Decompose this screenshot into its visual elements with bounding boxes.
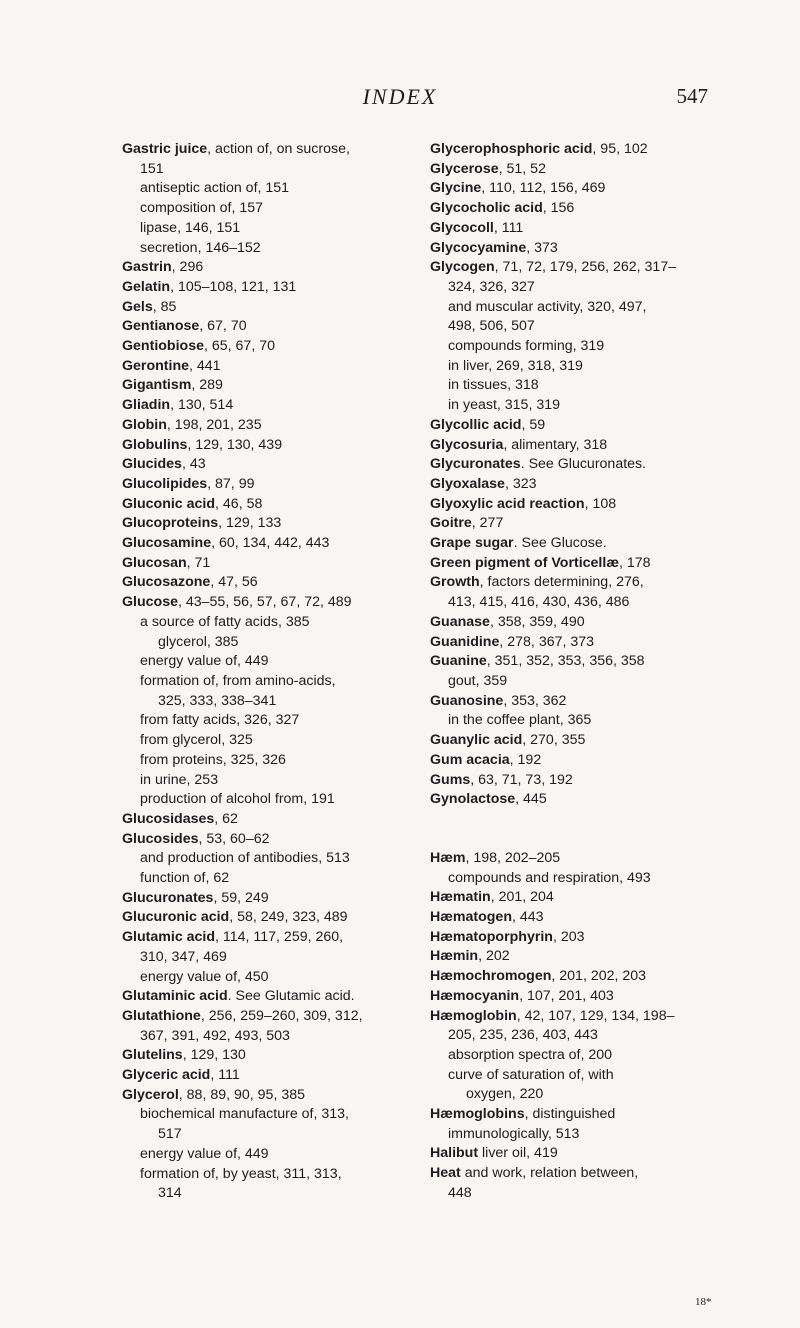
- index-entry: [122, 908, 422, 928]
- index-term: Gels: [122, 298, 153, 315]
- index-subentry: in tissues, 318: [448, 377, 539, 394]
- index-refs: liver oil, 419: [478, 1145, 558, 1162]
- index-refs: , 108: [584, 495, 617, 512]
- index-refs: , 278, 367, 373: [499, 633, 595, 650]
- index-refs: , 277: [471, 515, 504, 532]
- index-subentry: function of, 62: [140, 870, 230, 887]
- index-term: Halibut: [430, 1145, 479, 1162]
- index-term: Gum acacia: [430, 751, 510, 768]
- signature-mark: 18*: [695, 1296, 712, 1308]
- section-gap: [430, 810, 730, 849]
- index-term: Glycollic acid: [430, 416, 522, 433]
- index-term: Hæmoglobins: [430, 1106, 525, 1123]
- index-term: Glutathione: [122, 1007, 201, 1024]
- index-entry: [122, 810, 422, 830]
- index-subentry: gout, 359: [448, 672, 508, 689]
- index-entry: [122, 278, 422, 298]
- index-term: Gerontine: [122, 357, 190, 374]
- index-entry: [122, 889, 422, 909]
- index-refs: , 67, 70: [199, 318, 247, 335]
- index-subentry: from proteins, 325, 326: [140, 751, 286, 768]
- index-entry: [430, 1144, 730, 1164]
- index-entry: [122, 1086, 422, 1106]
- index-term: Glyoxalase: [430, 475, 505, 492]
- index-subentry: biochemical manufacture of, 313,: [140, 1106, 349, 1123]
- index-refs: , 445: [515, 791, 547, 808]
- index-subentry: in liver, 269, 318, 319: [448, 357, 583, 374]
- index-term: Gastric juice: [122, 141, 208, 157]
- index-term: Globulins: [122, 436, 188, 453]
- index-entry: [122, 573, 422, 593]
- index-subentry: antiseptic action of, 151: [140, 180, 290, 197]
- index-entry: [430, 849, 730, 869]
- index-entry: [430, 416, 730, 436]
- index-refs: , 95, 102: [592, 141, 648, 157]
- index-subentry: energy value of, 450: [140, 968, 269, 985]
- index-term: Grape sugar: [430, 535, 514, 552]
- index-refs: , 110, 112, 156, 469: [481, 180, 606, 197]
- index-entry: [122, 317, 422, 337]
- index-entry: [430, 199, 730, 219]
- index-entry: [430, 554, 730, 574]
- index-refs: , 201, 202, 203: [551, 968, 647, 985]
- index-refs: , 42, 107, 129, 134, 198–: [516, 1007, 675, 1024]
- index-term: Glycerose: [430, 160, 499, 177]
- index-entry: [430, 928, 730, 948]
- index-refs: , 111: [210, 1067, 240, 1084]
- index-entry: [430, 1164, 730, 1184]
- index-entry: [122, 928, 422, 948]
- index-term: Glutamic acid: [122, 929, 216, 946]
- index-term: Glucuronic acid: [122, 909, 230, 926]
- index-entry: [430, 1105, 730, 1125]
- index-refs: , 353, 362: [503, 692, 567, 709]
- index-entry: [122, 593, 422, 613]
- index-refs: , 43: [181, 456, 206, 473]
- index-refs: , 58, 249, 323, 489: [229, 909, 348, 926]
- index-entry: [430, 790, 730, 810]
- index-subentry: formation of, from amino-acids,: [140, 672, 336, 689]
- index-term: Gentiobiose: [122, 338, 204, 355]
- index-refs: , 129, 130: [182, 1047, 246, 1064]
- index-continuation: 324, 326, 327: [448, 278, 535, 295]
- index-subentry: secretion, 146–152: [140, 239, 261, 256]
- index-term: Hæmin: [430, 948, 479, 965]
- index-term: Glutaminic acid: [122, 988, 228, 1005]
- index-refs: , 60, 134, 442, 443: [211, 535, 330, 552]
- index-term: Green pigment of Vorticellæ: [430, 554, 619, 571]
- index-subentry: curve of saturation of, with: [448, 1066, 614, 1083]
- index-entry: [122, 830, 422, 850]
- index-refs: , 85: [152, 298, 177, 315]
- index-term: Glycuronates: [430, 456, 521, 473]
- index-refs: , 192: [509, 751, 542, 768]
- index-entry: [430, 731, 730, 751]
- index-term: Hæmatogen: [430, 909, 512, 926]
- index-entry: [122, 1046, 422, 1066]
- index-refs: , 71: [186, 554, 211, 571]
- index-entry: [122, 554, 422, 574]
- index-term: Goitre: [430, 515, 472, 532]
- index-subentry: from glycerol, 325: [140, 732, 253, 749]
- index-subentry: lipase, 146, 151: [140, 219, 241, 236]
- index-term: Glycine: [430, 180, 482, 197]
- index-refs: , alimentary, 318: [503, 436, 608, 453]
- index-term: Hæm: [430, 849, 466, 866]
- index-entry: [430, 475, 730, 495]
- index-refs: , 443: [511, 909, 544, 926]
- index-refs: , 88, 89, 90, 95, 385: [178, 1086, 305, 1103]
- index-refs: , distinguished: [524, 1106, 616, 1123]
- index-term: Glucosidases: [122, 810, 215, 827]
- index-term: Glycogen: [430, 259, 495, 276]
- index-term: Gentianose: [122, 318, 200, 335]
- index-continuation: oxygen, 220: [466, 1086, 544, 1103]
- index-entry: [122, 514, 422, 534]
- index-entry: [430, 573, 730, 593]
- index-refs: , factors determining, 276,: [479, 574, 644, 591]
- index-entry: [430, 239, 730, 259]
- index-term: Glucides: [122, 456, 182, 473]
- index-column-left: [122, 140, 422, 1204]
- index-term: Glycosuria: [430, 436, 504, 453]
- index-term: Gums: [430, 771, 471, 788]
- index-subentry: in urine, 253: [140, 771, 219, 788]
- index-refs: , 59: [521, 416, 546, 433]
- index-entry: [122, 455, 422, 475]
- index-entry: [122, 357, 422, 377]
- index-term: Glyoxylic acid reaction: [430, 495, 585, 512]
- index-entry: [122, 987, 422, 1007]
- index-term: Guanosine: [430, 692, 504, 709]
- index-subentry: production of alcohol from, 191: [140, 791, 335, 808]
- index-refs: , 47, 56: [210, 574, 258, 591]
- index-entry: [430, 1007, 730, 1027]
- index-entry: [430, 613, 730, 633]
- index-term: Glucose: [122, 594, 178, 611]
- index-entry: [430, 633, 730, 653]
- index-refs: , 43–55, 56, 57, 67, 72, 489: [177, 594, 352, 611]
- index-refs: , 114, 117, 259, 260,: [215, 929, 344, 946]
- index-subentry: compounds forming, 319: [448, 338, 605, 355]
- index-term: Hæmatoporphyrin: [430, 928, 553, 945]
- index-term: Glycocholic acid: [430, 200, 543, 217]
- index-refs: , 111: [493, 219, 524, 236]
- index-subentry: formation of, by yeast, 311, 313,: [140, 1165, 342, 1182]
- index-refs: . See Glucose.: [513, 535, 607, 552]
- index-refs: , 441: [189, 357, 221, 374]
- index-entry: [430, 514, 730, 534]
- index-refs: , 59, 249: [213, 889, 269, 906]
- index-entry: [430, 179, 730, 199]
- index-refs: . See Glucuronates.: [520, 456, 647, 473]
- index-refs: , 256, 259–260, 309, 312,: [200, 1007, 363, 1024]
- index-term: Gastrin: [122, 259, 172, 276]
- index-entry: [122, 298, 422, 318]
- index-column-right: [430, 140, 730, 1204]
- index-refs: , action of, on sucrose,: [207, 141, 350, 157]
- index-refs: , 65, 67, 70: [203, 338, 275, 355]
- index-term: Glucosides: [122, 830, 199, 847]
- index-term: Hæmoglobin: [430, 1007, 517, 1024]
- index-subentry: a source of fatty acids, 385: [140, 613, 310, 630]
- index-entry: [430, 534, 730, 554]
- index-term: Gynolactose: [430, 791, 516, 808]
- index-continuation: 448: [448, 1184, 472, 1201]
- index-term: Glyceric acid: [122, 1067, 211, 1084]
- index-term: Hæmochromogen: [430, 968, 552, 985]
- index-subentry: in the coffee plant, 365: [448, 712, 592, 729]
- index-entry: [430, 908, 730, 928]
- index-entry: [430, 258, 730, 278]
- index-continuation: 413, 415, 416, 430, 436, 486: [448, 594, 630, 611]
- index-term: Gluconic acid: [122, 495, 216, 512]
- index-term: Glycocoll: [430, 219, 494, 236]
- index-term: Globin: [122, 416, 167, 433]
- index-refs: , 51, 52: [498, 160, 546, 177]
- index-subentry: in yeast, 315, 319: [448, 397, 561, 414]
- index-term: Guanylic acid: [430, 732, 523, 749]
- index-entry: [430, 967, 730, 987]
- index-subentry: and production of antibodies, 513: [140, 850, 350, 867]
- index-refs: , 105–108, 121, 131: [170, 278, 297, 295]
- index-entry: [430, 140, 730, 160]
- index-continuation: 367, 391, 492, 493, 503: [140, 1027, 290, 1044]
- index-continuation: 517: [158, 1126, 182, 1143]
- index-refs: , 130, 514: [170, 397, 234, 414]
- index-term: Glucosamine: [122, 535, 212, 552]
- index-entry: [122, 396, 422, 416]
- index-entry: [122, 1007, 422, 1027]
- index-subentry: composition of, 157: [140, 200, 264, 217]
- index-entry: [122, 140, 422, 160]
- index-entry: [122, 376, 422, 396]
- index-continuation: 205, 235, 236, 403, 443: [448, 1027, 598, 1044]
- index-continuation: 325, 333, 338–341: [158, 692, 277, 709]
- index-continuation: 314: [158, 1185, 182, 1202]
- index-refs: , 202: [478, 948, 510, 965]
- index-entry: [430, 888, 730, 908]
- index-refs: , 203: [552, 928, 585, 945]
- index-term: Guanine: [430, 653, 487, 670]
- index-refs: , 289: [191, 377, 223, 394]
- index-continuation: 310, 347, 469: [140, 948, 227, 965]
- index-entry: [122, 416, 422, 436]
- page-number: 547: [676, 84, 708, 108]
- index-refs: , 129, 130, 439: [187, 436, 283, 453]
- index-term: Glucuronates: [122, 889, 214, 906]
- index-term: Hæmatin: [430, 889, 491, 906]
- index-subentry: from fatty acids, 326, 327: [140, 712, 300, 729]
- index-refs: , 156: [542, 200, 575, 217]
- index-refs: and work, relation between,: [460, 1165, 639, 1182]
- index-refs: , 198, 201, 235: [166, 416, 262, 433]
- index-refs: , 53, 60–62: [198, 830, 270, 847]
- index-continuation: 498, 506, 507: [448, 318, 535, 335]
- index-refs: , 358, 359, 490: [489, 613, 585, 630]
- index-continuation: glycerol, 385: [158, 633, 239, 650]
- index-entry: [122, 475, 422, 495]
- index-term: Hæmocyanin: [430, 987, 520, 1004]
- page-title: INDEX: [362, 84, 438, 109]
- index-subentry: energy value of, 449: [140, 653, 269, 670]
- index-term: Guanidine: [430, 633, 500, 650]
- index-term: Glycerol: [122, 1086, 179, 1103]
- index-refs: . See Glutamic acid.: [227, 988, 355, 1005]
- index-term: Gelatin: [122, 278, 171, 295]
- index-entry: [122, 337, 422, 357]
- index-subentry: absorption spectra of, 200: [448, 1046, 613, 1063]
- index-refs: , 107, 201, 403: [519, 987, 614, 1004]
- index-entry: [122, 436, 422, 456]
- index-term: Growth: [430, 574, 480, 591]
- index-refs: , 46, 58: [215, 495, 263, 512]
- index-term: Gigantism: [122, 377, 192, 394]
- index-refs: , 198, 202–205: [465, 849, 561, 866]
- index-term: Heat: [430, 1165, 461, 1182]
- index-entry: [430, 652, 730, 672]
- index-term: Glucosazone: [122, 574, 211, 591]
- index-entry: [430, 436, 730, 456]
- index-refs: , 270, 355: [522, 732, 586, 749]
- index-term: Guanase: [430, 613, 490, 630]
- index-refs: , 62: [214, 810, 238, 827]
- index-subentry: and muscular activity, 320, 497,: [448, 298, 647, 315]
- index-subentry: compounds and respiration, 493: [448, 869, 651, 886]
- index-term: Glucosan: [122, 554, 187, 571]
- index-continuation: immunologically, 513: [448, 1125, 580, 1142]
- index-entry: [430, 219, 730, 239]
- index-entry: [430, 692, 730, 712]
- index-refs: , 63, 71, 73, 192: [470, 771, 573, 788]
- index-refs: , 296: [171, 259, 204, 276]
- index-entry: [430, 987, 730, 1007]
- index-refs: , 178: [618, 554, 651, 571]
- index-term: Glycocyamine: [430, 239, 527, 256]
- index-entry: [430, 495, 730, 515]
- index-entry: [430, 947, 730, 967]
- index-refs: , 351, 352, 353, 356, 358: [486, 653, 645, 670]
- index-entry: [430, 771, 730, 791]
- index-term: Glucolipides: [122, 475, 208, 492]
- index-refs: , 129, 133: [218, 515, 282, 532]
- page-header: [0, 84, 800, 112]
- index-refs: , 201, 204: [490, 889, 554, 906]
- index-term: Gliadin: [122, 397, 171, 414]
- index-entry: [430, 160, 730, 180]
- index-term: Glycerophosphoric acid: [430, 141, 593, 157]
- index-entry: [122, 1066, 422, 1086]
- index-entry: [122, 534, 422, 554]
- index-entry: [122, 495, 422, 515]
- index-subentry: energy value of, 449: [140, 1145, 269, 1162]
- index-refs: , 71, 72, 179, 256, 262, 317–: [494, 259, 677, 276]
- index-entry: [122, 258, 422, 278]
- index-entry: [430, 751, 730, 771]
- index-refs: , 373: [526, 239, 558, 256]
- index-continuation: 151: [140, 160, 164, 177]
- index-entry: [430, 455, 730, 475]
- index-term: Glutelins: [122, 1047, 183, 1064]
- index-term: Glucoproteins: [122, 515, 219, 532]
- index-refs: , 87, 99: [207, 475, 255, 492]
- index-refs: , 323: [504, 475, 537, 492]
